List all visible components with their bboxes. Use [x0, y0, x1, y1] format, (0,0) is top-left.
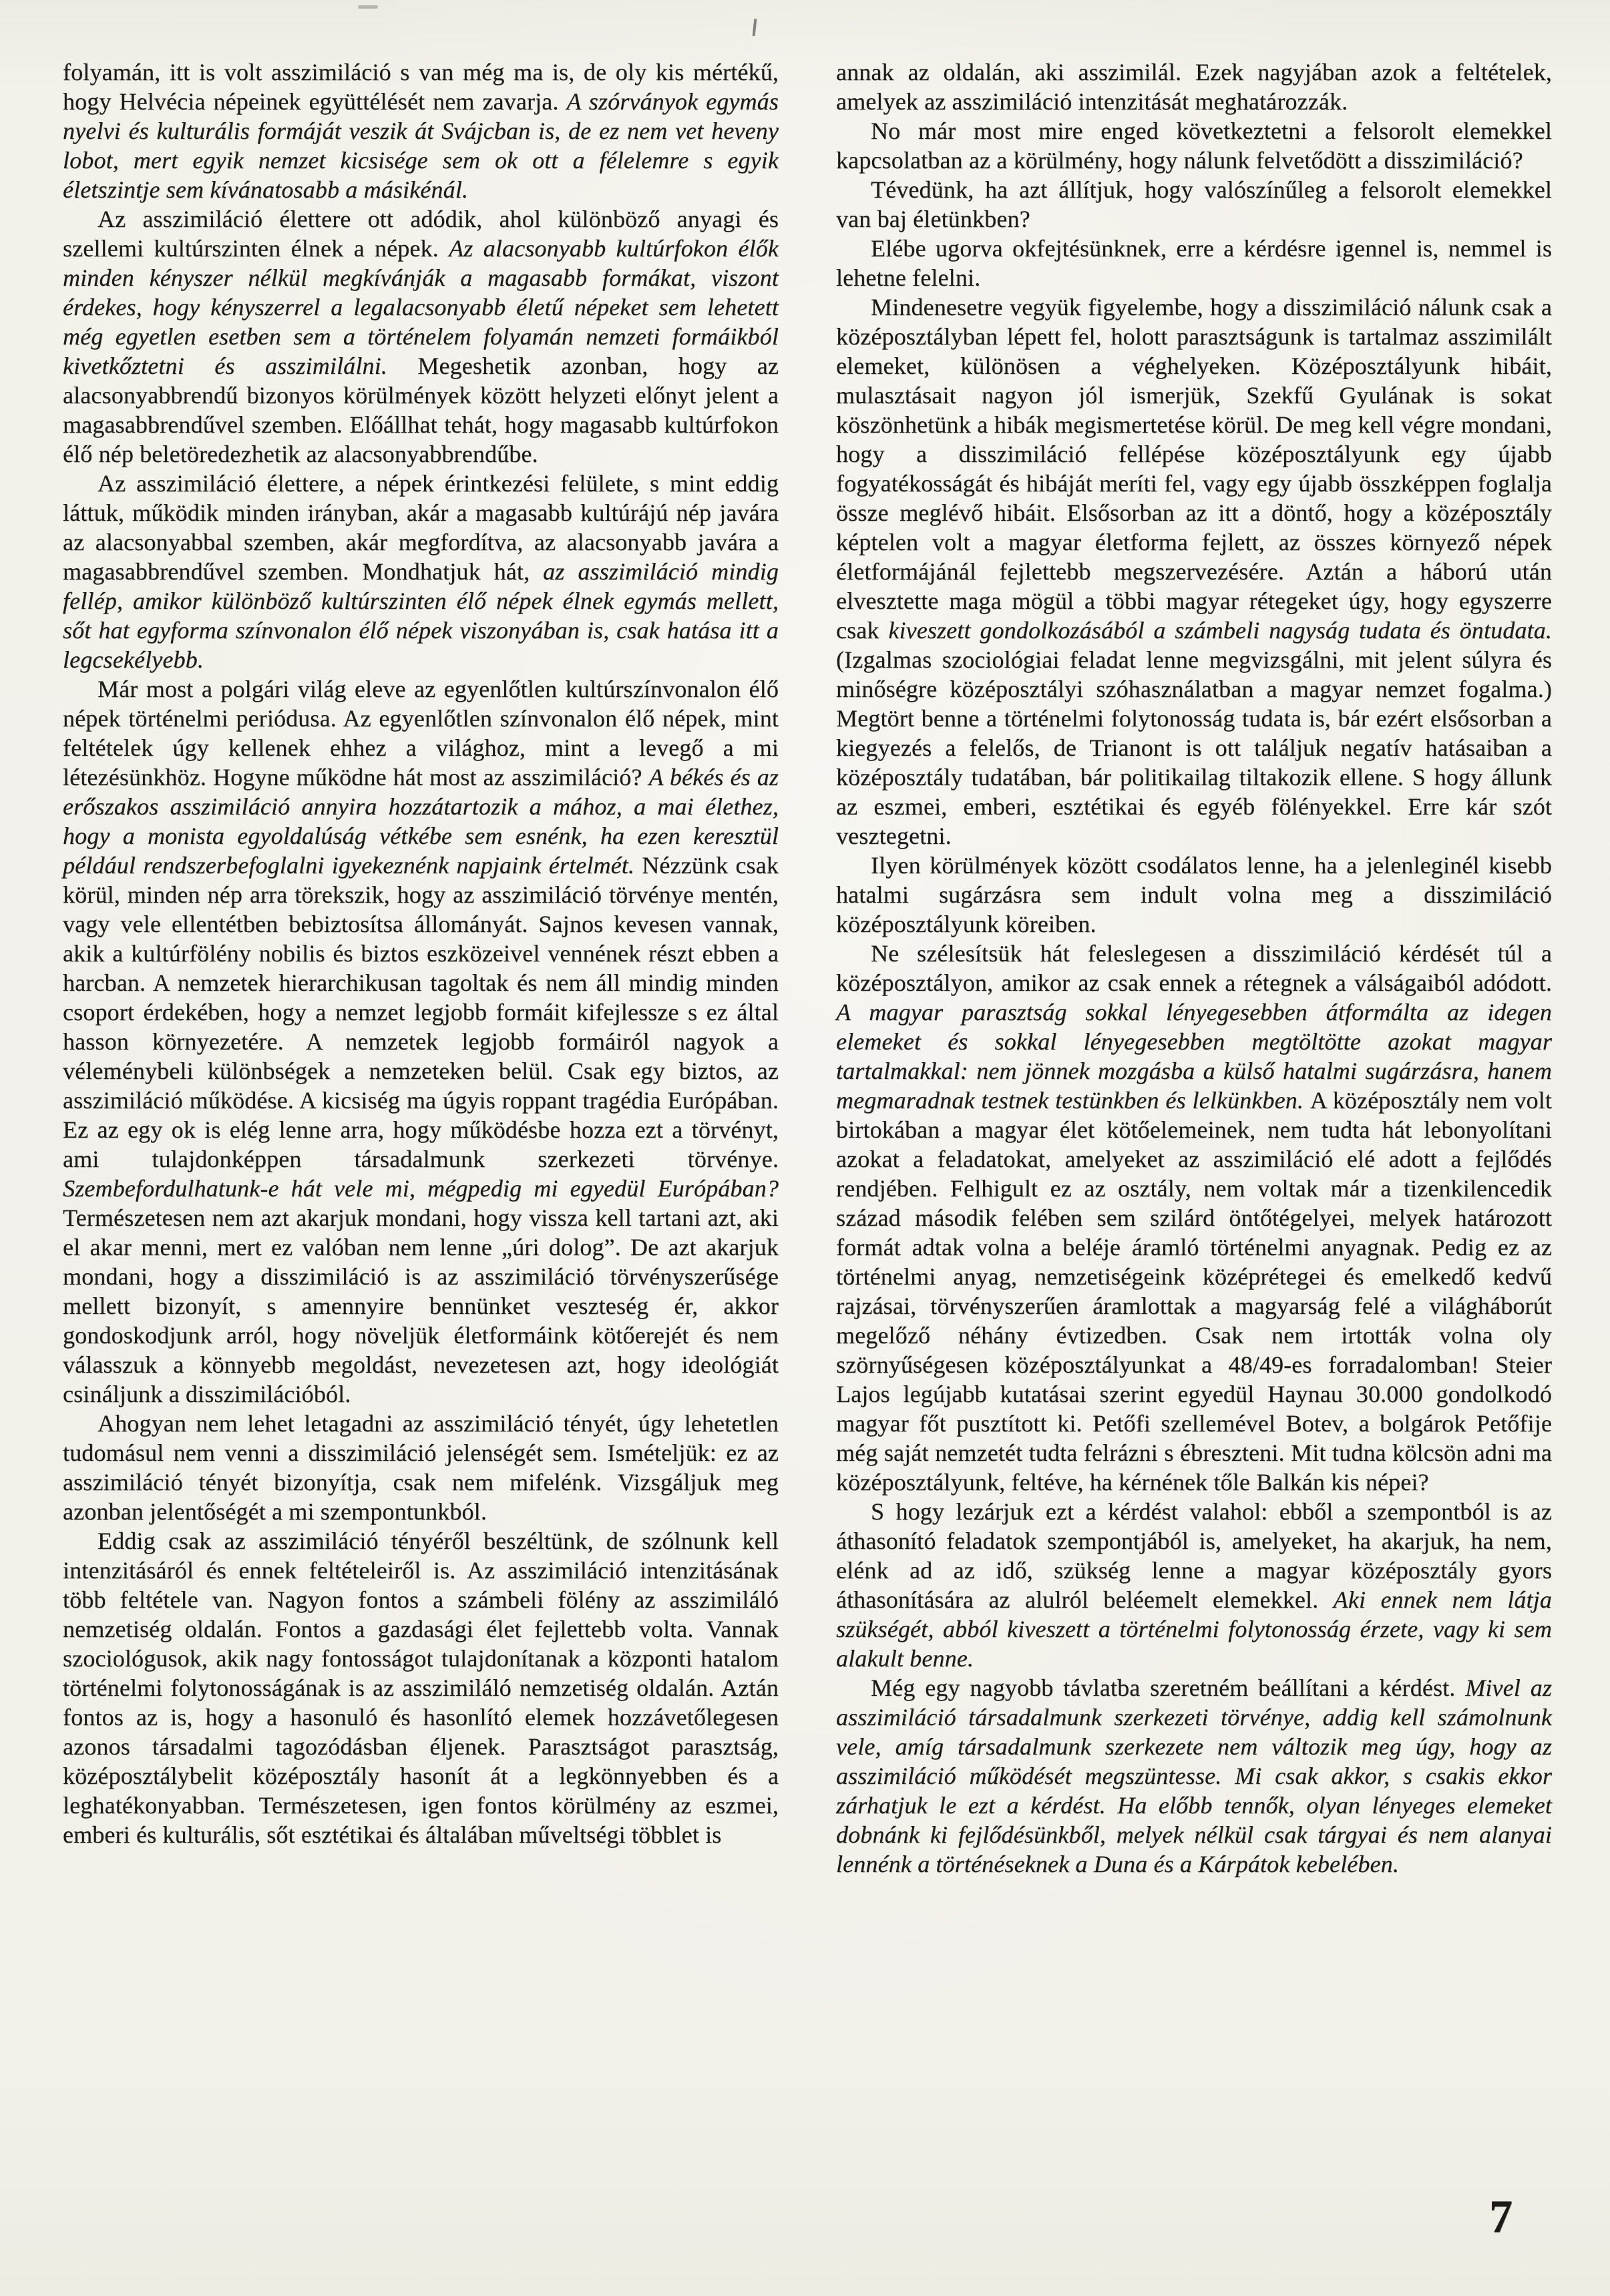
text-run: No már most mire enged következtetni a felsorolt elemekkel kapcsolatban az a körülmény, hogy nálunk felvetődött a disszimiláció?: [836, 118, 1552, 174]
text-run: A középosztály nem volt birtokában a magyar élet kötőelemeinek, nem tudta hát lebonyolítani azokat a feladatokat, amelyeket az asszimiláció elé adott a fejlődés rendjében. Felhigult ez az osztály, nem voltak már a tizenkilencedik század második felében sem szilárd öntőtégelyei, melyek határozott formát adtak volna a beléje áramló történelmi anyagnak. Pedig ez az történelmi anyag, nemzetiségeink középrétegei és emelkedő kedvű rajzásai, törvényszerűen áramlottak a magyarság felé a világháborút megelőző néhány évtizedben. Csak nem irtották volna oly szörnyűségesen középosztályunkat a 48/49-es forradalomban! Steier Lajos legújabb kutatásai szerint egyedül Haynau 30.000 gondolkodó magyar főt pusztított ki. Petőfi szellemével Botev, a bolgárok Petőfije még saját nemzetét tudta felrázni s ébreszteni. Mit tudna kölcsön adni ma középosztályunk, feltéve, ha kérnének tőle Balkán kis népei?: [836, 1087, 1552, 1496]
emphasis-run: Az alacsonyabb kultúrfokon élők minden kényszer nélkül megkívánják a magasabb formákat, viszont érdekes, hogy kényszerrel a legalacsonyabb életű népeket sem lehetett még egyetlen esetben sem a történelem folyamán nemzeti formáikból kivetkőztetni és asszimilálni.: [63, 235, 779, 379]
paragraph: [836, 116, 1552, 175]
text-run: Még egy nagyobb távlatba szeretném beállítani a kérdést.: [871, 1674, 1466, 1701]
paragraph: [836, 1497, 1552, 1673]
emphasis-run: A magyar parasztság sokkal lényegesebben átformálta az idegen elemeket és sokkal lényegesebben megtöltötte azokat magyar tartalmakkal: nem jönnek mozgásba a külső hatalmi sugárzásra, hanem megmaradnak testnek testünkben és lelkünkben.: [836, 999, 1552, 1114]
text-run: Az asszimiláció élettere, a népek érintkezési felülete, s mint eddig láttuk, működik minden irányban, akár a magasabb kultúrájú nép javára az alacsonyabbal szemben, akár megfordítva, az alacsonyabb javára a magasabbrendűvel szemben. Mondhatjuk hát,: [63, 470, 779, 585]
paragraph: [63, 57, 779, 204]
text-run: Megeshetik azonban, hogy az alacsonyabbrendű bizonyos körülmények között helyzeti előnyt jelent a magasabbrendűvel szemben. Előállhat tehát, hogy magasabb kultúrfokon élő nép beletöredezhetik az alacsonyabbrendűbe.: [63, 353, 779, 467]
text-run: Az asszimiláció élettere ott adódik, ahol különböző anyagi és szellemi kultúrszinten élnek a népek.: [63, 206, 779, 262]
scan-artifact: [358, 5, 378, 9]
text-run: Mindenesetre vegyük figyelembe, hogy a disszimiláció nálunk csak a középosztályban lépett fel, holott parasztságunk is tartalmaz asszimilált elemeket, különösen a véghelyeken. Középosztályunk hibáit, mulasztásait nagyon jól ismerjük, Szekfű Gyulának is sokat köszönhetünk a hibák megismertetése körül. De meg kell végre mondani, hogy a disszimiláció fellépése középosztályunk egy újabb fogyatékosságát és hibáját meríti fel, vagy egy újabb összképpen foglalja össze meglévő hibáit. Elsősorban az itt a döntő, hogy a középosztály képtelen volt a magyar életforma fejlett, az összes környező népek életformájánál fejlettebb megszervezésére. Aztán a háború után elvesztette maga mögül a többi magyar rétegeket úgy, hogy egyszerre csak: [836, 294, 1552, 644]
emphasis-run: A szórványok egymás nyelvi és kulturális formáját veszik át Svájcban is, de ez nem vet heveny lobot, mert egyik nemzet kicsisége sem ok ott a félelemre s egyik életszintje sem kívánatosabb a másikénál.: [63, 88, 779, 203]
paragraph: [63, 674, 779, 1409]
text-run: annak az oldalán, aki asszimilál. Ezek nagyjában azok a feltételek, amelyek az asszimiláció intenzitását meghatározzák.: [836, 59, 1552, 115]
paragraph: [836, 939, 1552, 1497]
text-run: Már most a polgári világ eleve az egyenlőtlen kultúrszínvonalon élő népek történelmi periódusa. Az egyenlőtlen színvonalon élő népek, mint feltételek úgy kellenek ehhez a világhoz, mint a levegő a mi létezésünkhöz. Hogyne működne hát most az asszimiláció?: [63, 676, 779, 790]
emphasis-run: Szembefordulhatunk-e hát vele mi, mégpedig mi egyedül Európában?: [63, 1175, 779, 1202]
paragraph: [836, 175, 1552, 234]
text-run: S hogy lezárjuk ezt a kérdést valahol: ebből a szempontból is az áthasonító feladatok szempontjából is, amelyeket, ha akarjuk, ha nem, elénk ad az idő, szükség lenne a magyar középosztály gyors áthasonítására az alulról beléemelt elemekkel.: [836, 1498, 1552, 1613]
paragraph: [63, 469, 779, 674]
right-column: [836, 57, 1552, 1879]
emphasis-run: A békés és az erőszakos asszimiláció annyira hozzátartozik a mához, a mai élethez, hogy a monista egyoldalúság vétkébe sem esnénk, ha ezen keresztül például rendszerbefoglalni igyekeznénk napjaink értelmét.: [63, 764, 779, 879]
paragraph: [836, 1673, 1552, 1879]
text-run: Tévedünk, ha azt állítjuk, hogy valószínűleg a felsorolt elemekkel van baj életünkben?: [836, 176, 1552, 232]
emphasis-run: Mivel az asszimiláció társadalmunk szerkezeti törvénye, addig kell számolnunk vele, amíg társadalmunk szerkezete nem változik meg úgy, hogy az asszimiláció működését megszüntesse. Mi csak akkor, s csakis ekkor zárhatjuk le ezt a kérdést. Ha előbb tennők, olyan lényeges elemeket dobnánk ki fejlődésünkből, melyek nélkül csak tárgyai és nem alanyai lennénk a történéseknek a Duna és a Kárpátok kebelében.: [836, 1674, 1552, 1877]
text-run: (Izgalmas szociológiai feladat lenne megvizsgálni, mit jelent súlyra és minőségre középosztályi szóhasználatban a magyar nemzet fogalma.) Megtört benne a történelmi folytonosság tudata is, bár ezért elsősorban a kiegyezés a felelős, de Trianont is ott találjuk negatív hatásaiban a középosztály tudatában, bár politikailag tiltakozik ellene. S hogy állunk az eszmei, emberi, esztétikai és egyéb fölényekkel. Erre kár szót vesztegetni.: [836, 646, 1552, 849]
text-run: folyamán, itt is volt asszimiláció s van még ma is, de oly kis mértékű, hogy Helvécia népeinek együttélését nem zavarja.: [63, 59, 779, 115]
text-run: Ahogyan nem lehet letagadni az asszimiláció tényét, úgy lehetetlen tudomásul nem venni a disszimiláció jelenségét sem. Ismételjük: ez az asszimiláció tényét bizonyítja, csak nem mifelénk. Vizsgáljuk meg azonban jelentőségét a mi szempontunkból.: [63, 1410, 779, 1525]
text-run: Ne szélesítsük hát feleslegesen a disszimiláció kérdését túl a középosztályon, amikor az csak ennek a rétegnek a válságaiból adódott.: [836, 940, 1552, 996]
emphasis-run: kiveszett gondolkozásából a számbeli nagyság tudata és öntudata.: [888, 617, 1552, 644]
paragraph: [836, 57, 1552, 116]
paragraph: [836, 292, 1552, 851]
text-run: Ilyen körülmények között csodálatos lenne, ha a jelenleginél kisebb hatalmi sugárzásra sem indult volna meg a disszimiláció középosztályunk köreiben.: [836, 852, 1552, 937]
paragraph: [63, 1526, 779, 1849]
text-run: Természetesen nem azt akarjuk mondani, hogy vissza kell tartani azt, aki el akar menni, mert ez valóban nem lenne „úri dolog”. De azt akarjuk mondani, hogy a disszimiláció is az asszimiláció törvényszerűsége mellett bizonyít, s amennyire bennünket veszteség ér, akkor gondoskodjunk arról, hogy növeljük életformáink kötőerejét és nem válasszuk a könnyebb megoldást, nevezetesen azt, hogy ideológiát csináljunk a disszimilációból.: [63, 1204, 779, 1407]
emphasis-run: az asszimiláció mindig fellép, amikor különböző kultúrszinten élő népek élnek egymás mellett, sőt hat egyforma színvonalon élő népek viszonyában is, csak hatása itt a legcsekélyebb.: [63, 558, 779, 673]
paragraph: [836, 851, 1552, 939]
text-run: Nézzünk csak körül, minden nép arra törekszik, hogy az asszimiláció törvénye mentén, vagy vele ellentétben bebiztosítsa állományát. Sajnos kevesen vannak, akik a kultúrfölény nobilis és biztos eszközeivel vennének részt ebben a harcban. A nemzetek hierarchikusan tagoltak és nem áll mindig minden csoport érdekében, hogy a nemzet legjobb formáit kifejlessze s ez által hasson környezetére. A nemzetek legjobb formáiról nagyok a véleménybeli különbségek a nemzeteken belül. Csak egy biztos, az asszimiláció működése. A kicsiség ma úgyis roppant tragédia Európában. Ez az egy ok is elég lenne arra, hogy működésbe hozza ezt a törvényt, ami tulajdonképpen társadalmunk szerkezeti törvénye.: [63, 852, 779, 1172]
text-run: Elébe ugorva okfejtésünknek, erre a kérdésre igennel is, nemmel is lehetne felelni.: [836, 235, 1552, 291]
left-column: [63, 57, 779, 1879]
text-run: Eddig csak az asszimiláció tényéről beszéltünk, de szólnunk kell intenzitásáról és ennek feltételeiről is. Az asszimiláció intenzitásának több feltétele van. Nagyon fontos a számbeli fölény az asszimiláló nemzetiség oldalán. Fontos a gazdasági élet fejlettebb volta. Vannak szociológusok, akik nagy fontosságot tulajdonítanak a központi hatalom történelmi folytonosságának is az asszimiláló nemzetiség oldalán. Aztán fontos az is, hogy a hasonuló és hasonlító elemek hozzávetőlegesen azonos társadalmi tagozódásban éljenek. Parasztságot parasztság, középosztálybelit középosztály hasonít át a legkönnyebben és a leghatékonyabban. Természetesen, igen fontos körülmény az eszmei, emberi és kulturális, sőt esztétikai és általában műveltségi többlet is: [63, 1528, 779, 1848]
scan-artifact: [753, 19, 757, 36]
emphasis-run: Aki ennek nem látja szükségét, abból kiveszett a történelmi folytonosság érzete, vagy ki sem alakult benne.: [836, 1586, 1552, 1672]
paragraph: [63, 1409, 779, 1526]
paragraph: [63, 204, 779, 469]
paragraph: [836, 234, 1552, 292]
text-columns: [63, 57, 1552, 1879]
page-number: 7: [1489, 2191, 1513, 2243]
